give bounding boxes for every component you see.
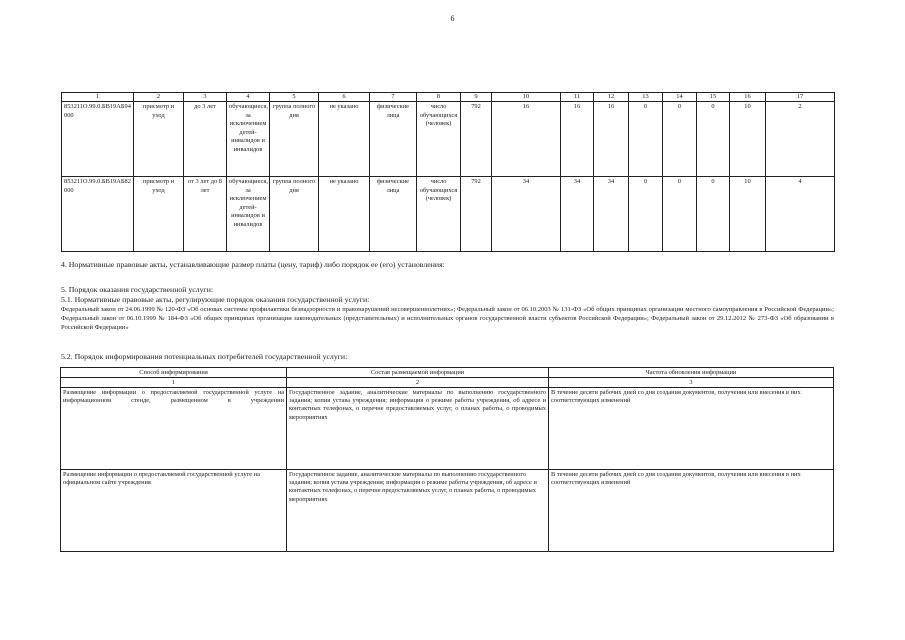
header-cell: 16 xyxy=(730,93,766,102)
table-header-row xyxy=(61,368,834,378)
header-cell: 1 xyxy=(61,378,287,388)
laws-paragraph: Федеральный закон от 24.06.1999 № 120-ФЗ «Об основах системы профилактики безнадзорности и правонарушений несовершеннолетних»; Федеральный закон от 06.10.2003 № 131-ФЗ «Об общих принципах организации местного самоуправления в Российской Федерации»; Федеральный закон от 06.10.1999 № 184-ФЗ «Об общих принципах организации законодательных (представительных) и исполнительных органов государственной власти субъектов Российской Федерации»; Федеральный закон от 29.12.2012 № 273-ФЗ «Об образовании в Российской Федерации» xyxy=(61,306,834,331)
header-cell: Частота обновления информации xyxy=(549,368,834,378)
informing-table xyxy=(60,367,834,552)
indicators-table xyxy=(61,92,835,252)
table-row xyxy=(62,177,835,252)
table-row xyxy=(61,388,834,470)
table-cell: не указано xyxy=(319,177,370,252)
content-cell: Государственное задание, аналитические материалы по выполнению государственного задания; копия устава учреждения; информация о режиме работы учреждения, об адресе и контактных телефонах, о перечне предоставляемых услуг, о планах работы, о проводимых мероприятиях xyxy=(287,470,549,552)
table-row xyxy=(62,102,835,177)
header-cell: 17 xyxy=(766,93,835,102)
table-cell: 0 xyxy=(663,102,697,177)
section-5-2-heading: 5.2. Порядок информирования потенциальных потребителей государственной услуги: xyxy=(61,352,348,361)
method-cell: Размещение информации о предоставляемой государственной услуге на официальном сайте учреждения xyxy=(61,470,287,552)
header-cell: 13 xyxy=(629,93,663,102)
table-header-row xyxy=(62,93,835,102)
table-cell: число обучающихся (человек) xyxy=(417,177,461,252)
table-cell: 0 xyxy=(629,177,663,252)
table-cell: от 3 лет до 8 лет xyxy=(184,177,227,252)
header-cell: 2 xyxy=(287,378,549,388)
header-cell: 8 xyxy=(417,93,461,102)
table-cell: присмотр и уход xyxy=(134,177,184,252)
header-cell: 10 xyxy=(492,93,561,102)
header-cell: Способ информирования xyxy=(61,368,287,378)
header-cell: 11 xyxy=(561,93,594,102)
header-cell: 1 xyxy=(62,93,134,102)
header-cell: Состав размещаемой информации xyxy=(287,368,549,378)
header-cell: 9 xyxy=(461,93,492,102)
table-cell: 16 xyxy=(594,102,629,177)
registry-code-cell: 853211О.99.0.БВ19АБ82000 xyxy=(62,177,134,252)
table-cell: 792 xyxy=(461,177,492,252)
table-cell: группа полного дня xyxy=(270,102,319,177)
table-cell: 10 xyxy=(730,102,766,177)
table-cell: физические лица xyxy=(370,102,417,177)
method-cell: Размещение информации о предоставляемой государственной услуге на информационном стенде, размещенном в учреждении xyxy=(61,388,287,470)
header-cell: 3 xyxy=(549,378,834,388)
table-cell: 34 xyxy=(594,177,629,252)
table-cell: 16 xyxy=(561,102,594,177)
table-cell: 0 xyxy=(663,177,697,252)
table-cell: группа полного дня xyxy=(270,177,319,252)
table-cell: 0 xyxy=(697,177,730,252)
section-5-heading: 5. Порядок оказания государственной услуги: xyxy=(61,285,214,294)
header-cell: 12 xyxy=(594,93,629,102)
table-cell: 34 xyxy=(561,177,594,252)
table-cell: 16 xyxy=(492,102,561,177)
page-number: 6 xyxy=(450,14,455,23)
section-4-heading: 4. Нормативные правовые акты, устанавливающие размер платы (цену, тариф) либо порядок ее (его) установления: xyxy=(61,260,445,269)
table-cell: до 3 лет xyxy=(184,102,227,177)
table-cell: обучающиеся, за исключением детей-инвалидов и инвалидов xyxy=(227,177,270,252)
table-cell: 0 xyxy=(629,102,663,177)
content-cell: Государственное задание, аналитические материалы по выполнению государственного задания; копия устава учреждения; информация о режиме работы учреждения, об адресе и контактных телефонах, о перечне предоставляемых услуг, о планах работы, о проводимых мероприятиях xyxy=(287,388,549,470)
table-number-row xyxy=(61,378,834,388)
header-cell: 7 xyxy=(370,93,417,102)
table-row xyxy=(61,470,834,552)
header-cell: 3 xyxy=(184,93,227,102)
frequency-cell: В течение десяти рабочих дней со дня создания документов, получения или внесения в них соответствующих изменений xyxy=(549,470,834,552)
header-cell: 15 xyxy=(697,93,730,102)
table-cell: 4 xyxy=(766,177,835,252)
header-cell: 4 xyxy=(227,93,270,102)
table-cell: 10 xyxy=(730,177,766,252)
header-cell: 6 xyxy=(319,93,370,102)
table-cell: 792 xyxy=(461,102,492,177)
table-cell: 34 xyxy=(492,177,561,252)
table-cell: число обучающихся (человек) xyxy=(417,102,461,177)
registry-code-cell: 853211О.99.0.БВ19АБ94000 xyxy=(62,102,134,177)
section-5-1-heading: 5.1. Нормативные правовые акты, регулирующие порядок оказания государственной услуги: xyxy=(61,295,370,304)
header-cell: 2 xyxy=(134,93,184,102)
table-cell: 2 xyxy=(766,102,835,177)
table-cell: присмотр и уход xyxy=(134,102,184,177)
table-cell: физические лица xyxy=(370,177,417,252)
frequency-cell: В течение десяти рабочих дней со дня создания документов, получения или внесения в них соответствующих изменений xyxy=(549,388,834,470)
table-cell: 0 xyxy=(697,102,730,177)
header-cell: 5 xyxy=(270,93,319,102)
header-cell: 14 xyxy=(663,93,697,102)
table-cell: не указано xyxy=(319,102,370,177)
table-cell: обучающиеся, за исключением детей-инвалидов и инвалидов xyxy=(227,102,270,177)
